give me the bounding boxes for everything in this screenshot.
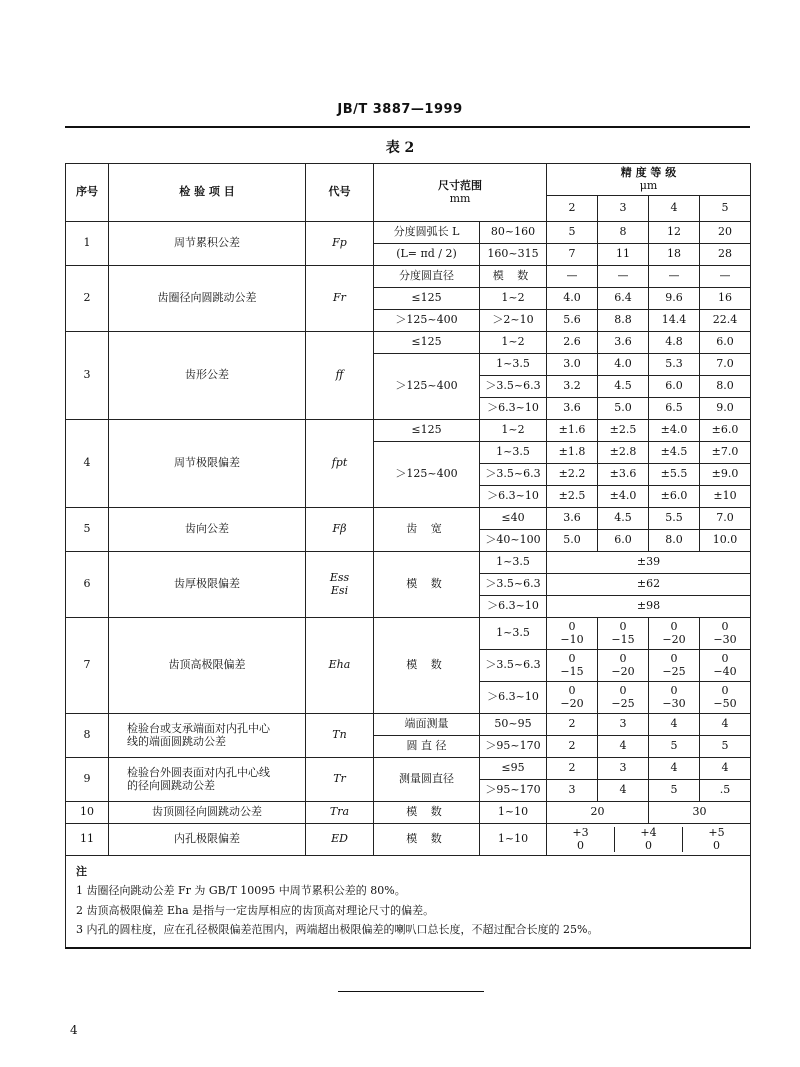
lower-deviation: −20 bbox=[611, 664, 635, 678]
range-cell: ＞2~10 bbox=[480, 310, 547, 332]
code-cell: Tr bbox=[306, 758, 374, 802]
header-code: 代号 bbox=[306, 164, 374, 222]
value-cell bbox=[598, 618, 649, 650]
range-label-cell: 分度圆直径 bbox=[374, 266, 480, 288]
dash-cell: — bbox=[700, 266, 751, 288]
code-cell bbox=[306, 552, 374, 618]
seq-cell: 9 bbox=[66, 758, 109, 802]
value-cell: 10.0 bbox=[700, 530, 751, 552]
value-cell bbox=[649, 618, 700, 650]
dash-cell: — bbox=[649, 266, 700, 288]
dash-cell: — bbox=[547, 266, 598, 288]
value-cell: 5.0 bbox=[598, 398, 649, 420]
lower-deviation: −10 bbox=[560, 632, 584, 646]
value-cell bbox=[547, 827, 615, 852]
value-cell: 3.6 bbox=[547, 508, 598, 530]
range-cell: ＞6.3~10 bbox=[480, 682, 547, 714]
code-cell: ff bbox=[306, 332, 374, 420]
value-cell: .5 bbox=[700, 780, 751, 802]
value-cell: 5.3 bbox=[649, 354, 700, 376]
upper-deviation: +4 bbox=[640, 825, 657, 839]
value-cell: 4 bbox=[649, 758, 700, 780]
table-row bbox=[66, 222, 751, 244]
value-cell: 12 bbox=[649, 222, 700, 244]
value-cell: 3.0 bbox=[547, 354, 598, 376]
seq-cell: 2 bbox=[66, 266, 109, 332]
range-label-cell: (L= πd / 2) bbox=[374, 244, 480, 266]
value-cell: ±2.5 bbox=[547, 486, 598, 508]
value-cell: 2.6 bbox=[547, 332, 598, 354]
value-cell: 6.0 bbox=[598, 530, 649, 552]
diameter-cell: ≤125 bbox=[374, 332, 480, 354]
value-cell: 30 bbox=[649, 802, 751, 824]
notes-cell bbox=[66, 856, 751, 949]
range-cell: ≤95 bbox=[480, 758, 547, 780]
dash-cell: — bbox=[598, 266, 649, 288]
seq-cell: 4 bbox=[66, 420, 109, 508]
value-cell: 18 bbox=[649, 244, 700, 266]
upper-deviation: 0 bbox=[619, 683, 627, 697]
upper-deviation: 0 bbox=[568, 619, 576, 633]
code-cell: Tn bbox=[306, 714, 374, 758]
value-cell: ±2.2 bbox=[547, 464, 598, 486]
lower-deviation: −20 bbox=[662, 632, 686, 646]
header-grade-2: 2 bbox=[547, 196, 598, 222]
seq-cell: 10 bbox=[66, 802, 109, 824]
table-row bbox=[66, 552, 751, 574]
modulus-label-cell: 模 数 bbox=[480, 266, 547, 288]
lower-deviation: 0 bbox=[577, 838, 584, 852]
value-cell bbox=[598, 682, 649, 714]
upper-deviation: 0 bbox=[670, 651, 678, 665]
table-row bbox=[66, 332, 751, 354]
value-cell bbox=[683, 827, 750, 852]
value-cell: ±98 bbox=[547, 596, 751, 618]
range-cell: ＞3.5~6.3 bbox=[480, 574, 547, 596]
value-cell bbox=[547, 618, 598, 650]
lower-deviation: 0 bbox=[645, 838, 652, 852]
range-label-cell: 模 数 bbox=[374, 552, 480, 618]
diameter-cell: ＞125~400 bbox=[374, 442, 480, 508]
header-seq: 序号 bbox=[66, 164, 109, 222]
range-cell: ＞95~170 bbox=[480, 736, 547, 758]
header-accuracy bbox=[547, 164, 751, 196]
range-cell: ＞3.5~6.3 bbox=[480, 376, 547, 398]
value-cell: ±4.0 bbox=[598, 486, 649, 508]
diameter-cell: ≤125 bbox=[374, 288, 480, 310]
range-cell: 1~10 bbox=[480, 802, 547, 824]
lower-deviation: −25 bbox=[611, 696, 635, 710]
range-cell: 1~10 bbox=[480, 824, 547, 856]
value-cell bbox=[700, 682, 751, 714]
range-cell: 1~3.5 bbox=[480, 552, 547, 574]
table-title: 表 2 bbox=[385, 140, 415, 156]
item-line: 线的端面圆跳动公差 bbox=[127, 734, 226, 748]
value-cell: 6.0 bbox=[649, 376, 700, 398]
lower-deviation: −25 bbox=[662, 664, 686, 678]
value-cell: 6.4 bbox=[598, 288, 649, 310]
value-cell: ±39 bbox=[547, 552, 751, 574]
value-cell: 4.0 bbox=[547, 288, 598, 310]
diameter-cell: ＞125~400 bbox=[374, 354, 480, 420]
value-cell: 5 bbox=[700, 736, 751, 758]
value-cell bbox=[649, 682, 700, 714]
value-cell: ±1.8 bbox=[547, 442, 598, 464]
range-cell: ＞3.5~6.3 bbox=[480, 464, 547, 486]
range-cell: 50~95 bbox=[480, 714, 547, 736]
value-cell: ±62 bbox=[547, 574, 751, 596]
range-cell: ＞6.3~10 bbox=[480, 486, 547, 508]
table-row bbox=[66, 802, 751, 824]
value-cell bbox=[700, 650, 751, 682]
seq-cell: 5 bbox=[66, 508, 109, 552]
value-cell bbox=[615, 827, 683, 852]
item-line: 检验台或支承端面对内孔中心 bbox=[127, 721, 270, 735]
range-cell: 160~315 bbox=[480, 244, 547, 266]
value-cell: 3.6 bbox=[598, 332, 649, 354]
item-cell: 齿厚极限偏差 bbox=[109, 552, 306, 618]
seq-cell: 7 bbox=[66, 618, 109, 714]
range-label-cell: 齿 宽 bbox=[374, 508, 480, 552]
range-cell: ≤40 bbox=[480, 508, 547, 530]
seq-cell: 3 bbox=[66, 332, 109, 420]
lower-deviation: −15 bbox=[560, 664, 584, 678]
value-cell bbox=[649, 650, 700, 682]
item-cell: 齿顶圆径向圆跳动公差 bbox=[109, 802, 306, 824]
value-cell: 3.2 bbox=[547, 376, 598, 398]
code-cell: Eha bbox=[306, 618, 374, 714]
lower-deviation: −50 bbox=[713, 696, 737, 710]
header-accuracy-label: 精 度 等 级 bbox=[620, 165, 677, 179]
value-cell: ±3.6 bbox=[598, 464, 649, 486]
item-cell: 齿圈径向圆跳动公差 bbox=[109, 266, 306, 332]
value-cell: 7 bbox=[547, 244, 598, 266]
table-row bbox=[66, 420, 751, 442]
value-cell: 28 bbox=[700, 244, 751, 266]
value-cell: 8.0 bbox=[700, 376, 751, 398]
header-grade-5: 5 bbox=[700, 196, 751, 222]
value-cell: ±6.0 bbox=[700, 420, 751, 442]
value-cell: 5 bbox=[649, 736, 700, 758]
range-label-cell: 测量圆直径 bbox=[374, 758, 480, 802]
upper-deviation: 0 bbox=[568, 683, 576, 697]
value-cell: 2 bbox=[547, 714, 598, 736]
value-cell: ±2.8 bbox=[598, 442, 649, 464]
value-cell: ±4.5 bbox=[649, 442, 700, 464]
value-cell: 3 bbox=[598, 758, 649, 780]
standard-number: JB/T 3887—1999 bbox=[337, 102, 463, 117]
note-item: 1 齿圈径向跳动公差 Fr 为 GB/T 10095 中周节累积公差的 80%。 bbox=[76, 884, 406, 898]
upper-deviation: 0 bbox=[568, 651, 576, 665]
upper-deviation: 0 bbox=[619, 651, 627, 665]
table-row bbox=[66, 508, 751, 530]
value-group bbox=[547, 827, 750, 852]
footer-rule bbox=[338, 991, 484, 992]
value-cell: 4 bbox=[598, 736, 649, 758]
range-cell: 1~3.5 bbox=[480, 618, 547, 650]
upper-deviation: +3 bbox=[572, 825, 589, 839]
item-cell bbox=[109, 758, 306, 802]
value-cell: 6.5 bbox=[649, 398, 700, 420]
upper-deviation: 0 bbox=[670, 683, 678, 697]
value-cell: 2 bbox=[547, 736, 598, 758]
item-cell: 周节极限偏差 bbox=[109, 420, 306, 508]
value-cell: 22.4 bbox=[700, 310, 751, 332]
range-cell: 1~3.5 bbox=[480, 442, 547, 464]
value-cell: 3 bbox=[547, 780, 598, 802]
notes-title: 注 bbox=[76, 865, 87, 878]
table-row bbox=[66, 266, 751, 288]
value-cell: 4 bbox=[598, 780, 649, 802]
range-label-cell: 模 数 bbox=[374, 824, 480, 856]
code-esi: Esi bbox=[330, 583, 349, 597]
value-cell: ±5.5 bbox=[649, 464, 700, 486]
code-cell: ED bbox=[306, 824, 374, 856]
value-cell: ±10 bbox=[700, 486, 751, 508]
lower-deviation: −40 bbox=[713, 664, 737, 678]
upper-deviation: 0 bbox=[670, 619, 678, 633]
value-cell: 4 bbox=[700, 758, 751, 780]
range-cell: 1~2 bbox=[480, 332, 547, 354]
value-cell: 8 bbox=[598, 222, 649, 244]
value-cell: 7.0 bbox=[700, 354, 751, 376]
table-row bbox=[66, 758, 751, 780]
value-cell: 5.6 bbox=[547, 310, 598, 332]
value-cell: 11 bbox=[598, 244, 649, 266]
code-cell: Tra bbox=[306, 802, 374, 824]
value-cell: 5.5 bbox=[649, 508, 700, 530]
item-cell: 齿向公差 bbox=[109, 508, 306, 552]
header-size-unit: mm bbox=[449, 191, 471, 205]
value-cell: 5.0 bbox=[547, 530, 598, 552]
lower-deviation: −15 bbox=[611, 632, 635, 646]
upper-deviation: +5 bbox=[708, 825, 725, 839]
note-item: 3 内孔的圆柱度，应在孔径极限偏差范围内，两端超出极限偏差的喇叭口总长度，不超过配合长度的 25%。 bbox=[76, 922, 599, 936]
value-cell: 16 bbox=[700, 288, 751, 310]
value-cell: 4.0 bbox=[598, 354, 649, 376]
value-cell: 2 bbox=[547, 758, 598, 780]
value-cell bbox=[598, 650, 649, 682]
seq-cell: 1 bbox=[66, 222, 109, 266]
note-item: 2 齿顶高极限偏差 Eha 是指与一定齿厚相应的齿顶高对理论尺寸的偏差。 bbox=[76, 903, 435, 917]
seq-cell: 6 bbox=[66, 552, 109, 618]
value-cell: 9.0 bbox=[700, 398, 751, 420]
upper-deviation: 0 bbox=[721, 619, 729, 633]
page-number: 4 bbox=[70, 1023, 78, 1037]
table-row bbox=[66, 618, 751, 650]
value-cell: 4 bbox=[700, 714, 751, 736]
range-label-cell: 模 数 bbox=[374, 618, 480, 714]
seq-cell: 8 bbox=[66, 714, 109, 758]
value-cell: 5 bbox=[649, 780, 700, 802]
value-cell: ±9.0 bbox=[700, 464, 751, 486]
range-label-cell: 分度圆弧长 L bbox=[374, 222, 480, 244]
range-cell: ＞40~100 bbox=[480, 530, 547, 552]
range-label-cell: 模 数 bbox=[374, 802, 480, 824]
table-row bbox=[66, 824, 751, 856]
tolerance-table bbox=[65, 163, 751, 949]
range-cell: 1~2 bbox=[480, 420, 547, 442]
code-cell: Fβ bbox=[306, 508, 374, 552]
range-cell: ＞6.3~10 bbox=[480, 398, 547, 420]
value-cell: 8.0 bbox=[649, 530, 700, 552]
value-cell: 20 bbox=[700, 222, 751, 244]
range-cell: ＞95~170 bbox=[480, 780, 547, 802]
header-grade-3: 3 bbox=[598, 196, 649, 222]
code-cell: Fr bbox=[306, 266, 374, 332]
value-cell: 8.8 bbox=[598, 310, 649, 332]
value-cell: ±4.0 bbox=[649, 420, 700, 442]
range-cell: 80~160 bbox=[480, 222, 547, 244]
header-size-range-label: 尺寸范围 bbox=[438, 178, 482, 192]
value-cell: 20 bbox=[547, 802, 649, 824]
item-cell: 齿顶高极限偏差 bbox=[109, 618, 306, 714]
value-cell: ±7.0 bbox=[700, 442, 751, 464]
range-cell: 1~3.5 bbox=[480, 354, 547, 376]
value-cell: 6.0 bbox=[700, 332, 751, 354]
table-row bbox=[66, 714, 751, 736]
value-group-cell bbox=[547, 824, 751, 856]
lower-deviation: 0 bbox=[713, 838, 720, 852]
upper-deviation: 0 bbox=[619, 619, 627, 633]
header-accuracy-unit: μm bbox=[639, 178, 658, 192]
value-cell: 4.5 bbox=[598, 508, 649, 530]
lower-deviation: −20 bbox=[560, 696, 584, 710]
value-cell: ±1.6 bbox=[547, 420, 598, 442]
notes-row bbox=[66, 856, 751, 949]
range-label-cell: 圆 直 径 bbox=[374, 736, 480, 758]
value-cell: 3 bbox=[598, 714, 649, 736]
value-cell bbox=[547, 682, 598, 714]
item-cell bbox=[109, 714, 306, 758]
value-cell bbox=[547, 650, 598, 682]
item-cell: 周节累积公差 bbox=[109, 222, 306, 266]
item-cell: 齿形公差 bbox=[109, 332, 306, 420]
value-cell: 9.6 bbox=[649, 288, 700, 310]
item-cell: 内孔极限偏差 bbox=[109, 824, 306, 856]
value-cell: 14.4 bbox=[649, 310, 700, 332]
header-grade-4: 4 bbox=[649, 196, 700, 222]
range-cell: 1~2 bbox=[480, 288, 547, 310]
code-cell: Fp bbox=[306, 222, 374, 266]
item-line: 的径向圆跳动公差 bbox=[127, 778, 215, 792]
range-label-cell: 端面测量 bbox=[374, 714, 480, 736]
header-row bbox=[66, 164, 751, 196]
value-cell bbox=[700, 618, 751, 650]
upper-deviation: 0 bbox=[721, 683, 729, 697]
value-cell: 7.0 bbox=[700, 508, 751, 530]
header-size-range bbox=[374, 164, 547, 222]
value-cell: 5 bbox=[547, 222, 598, 244]
value-cell: 4.8 bbox=[649, 332, 700, 354]
value-cell: 4 bbox=[649, 714, 700, 736]
lower-deviation: −30 bbox=[662, 696, 686, 710]
value-cell: 4.5 bbox=[598, 376, 649, 398]
seq-cell: 11 bbox=[66, 824, 109, 856]
value-cell: ±2.5 bbox=[598, 420, 649, 442]
code-cell: fpt bbox=[306, 420, 374, 508]
diameter-cell: ≤125 bbox=[374, 420, 480, 442]
lower-deviation: −30 bbox=[713, 632, 737, 646]
value-cell: ±6.0 bbox=[649, 486, 700, 508]
value-cell: 3.6 bbox=[547, 398, 598, 420]
range-cell: ＞3.5~6.3 bbox=[480, 650, 547, 682]
diameter-cell: ＞125~400 bbox=[374, 310, 480, 332]
range-cell: ＞6.3~10 bbox=[480, 596, 547, 618]
code-ess: Ess bbox=[329, 570, 350, 584]
header-rule bbox=[65, 126, 750, 128]
upper-deviation: 0 bbox=[721, 651, 729, 665]
item-line: 检验台外圆表面对内孔中心线 bbox=[127, 765, 270, 779]
header-item: 检 验 项 目 bbox=[109, 164, 306, 222]
